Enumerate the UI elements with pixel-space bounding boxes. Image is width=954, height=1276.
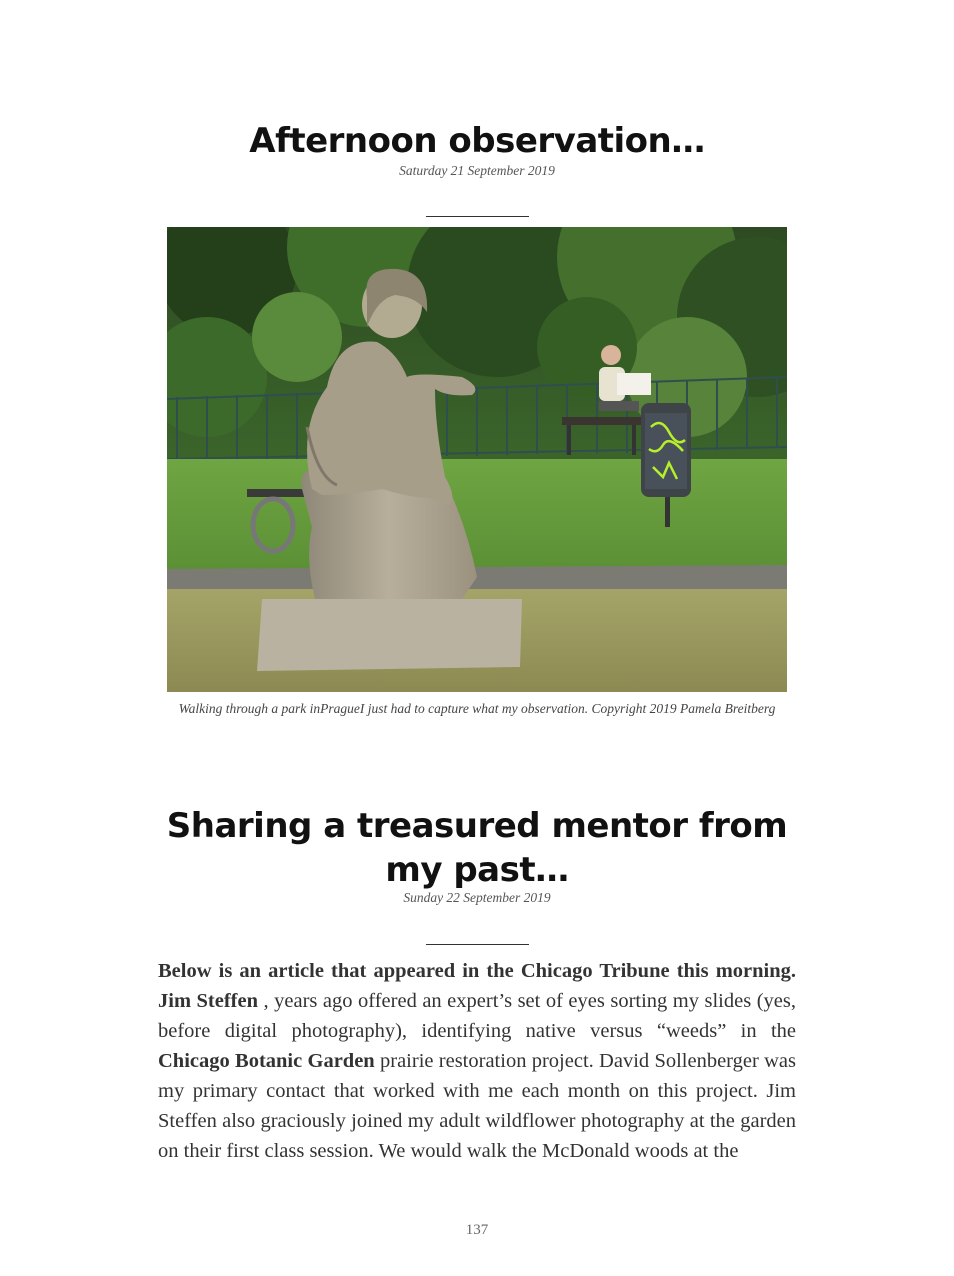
post-body (158, 956, 796, 1166)
post-title-sharing-mentor: Sharing a treasured mentor from my past… (166, 806, 788, 890)
park-statue-photo (167, 227, 787, 692)
post-date: Sunday 22 September 2019 (403, 890, 551, 905)
body-text-part: , years ago offered an expert’s set of eyes sorting my slides (yes, before digital photography), identifying native versus “weeds” in the (158, 990, 796, 1042)
intro-bold-text: Below is an article that appeared in the Chicago Tribune this morning. Jim Steffen (158, 960, 796, 1012)
page-number: 137 (465, 1222, 489, 1238)
post-date: Saturday 21 September 2019 (399, 163, 555, 178)
botanic-garden-bold: Chicago Botanic Garden (158, 1050, 375, 1072)
body-text-part: prairie restoration project. David Sollenberger was my primary contact that worked with me each month on this project. Jim Steffen also graciously joined my adult wildflower photography at the garden on their first class session. We would walk the McDonald woods at the (158, 1050, 796, 1162)
separator (426, 944, 529, 945)
separator (426, 216, 529, 217)
photo-caption: Walking through a park inPragueI just had to capture what my observation. Copyright 2019 Pamela Breitberg (178, 701, 776, 716)
post-title-afternoon-observation: Afternoon observation… (249, 121, 705, 161)
